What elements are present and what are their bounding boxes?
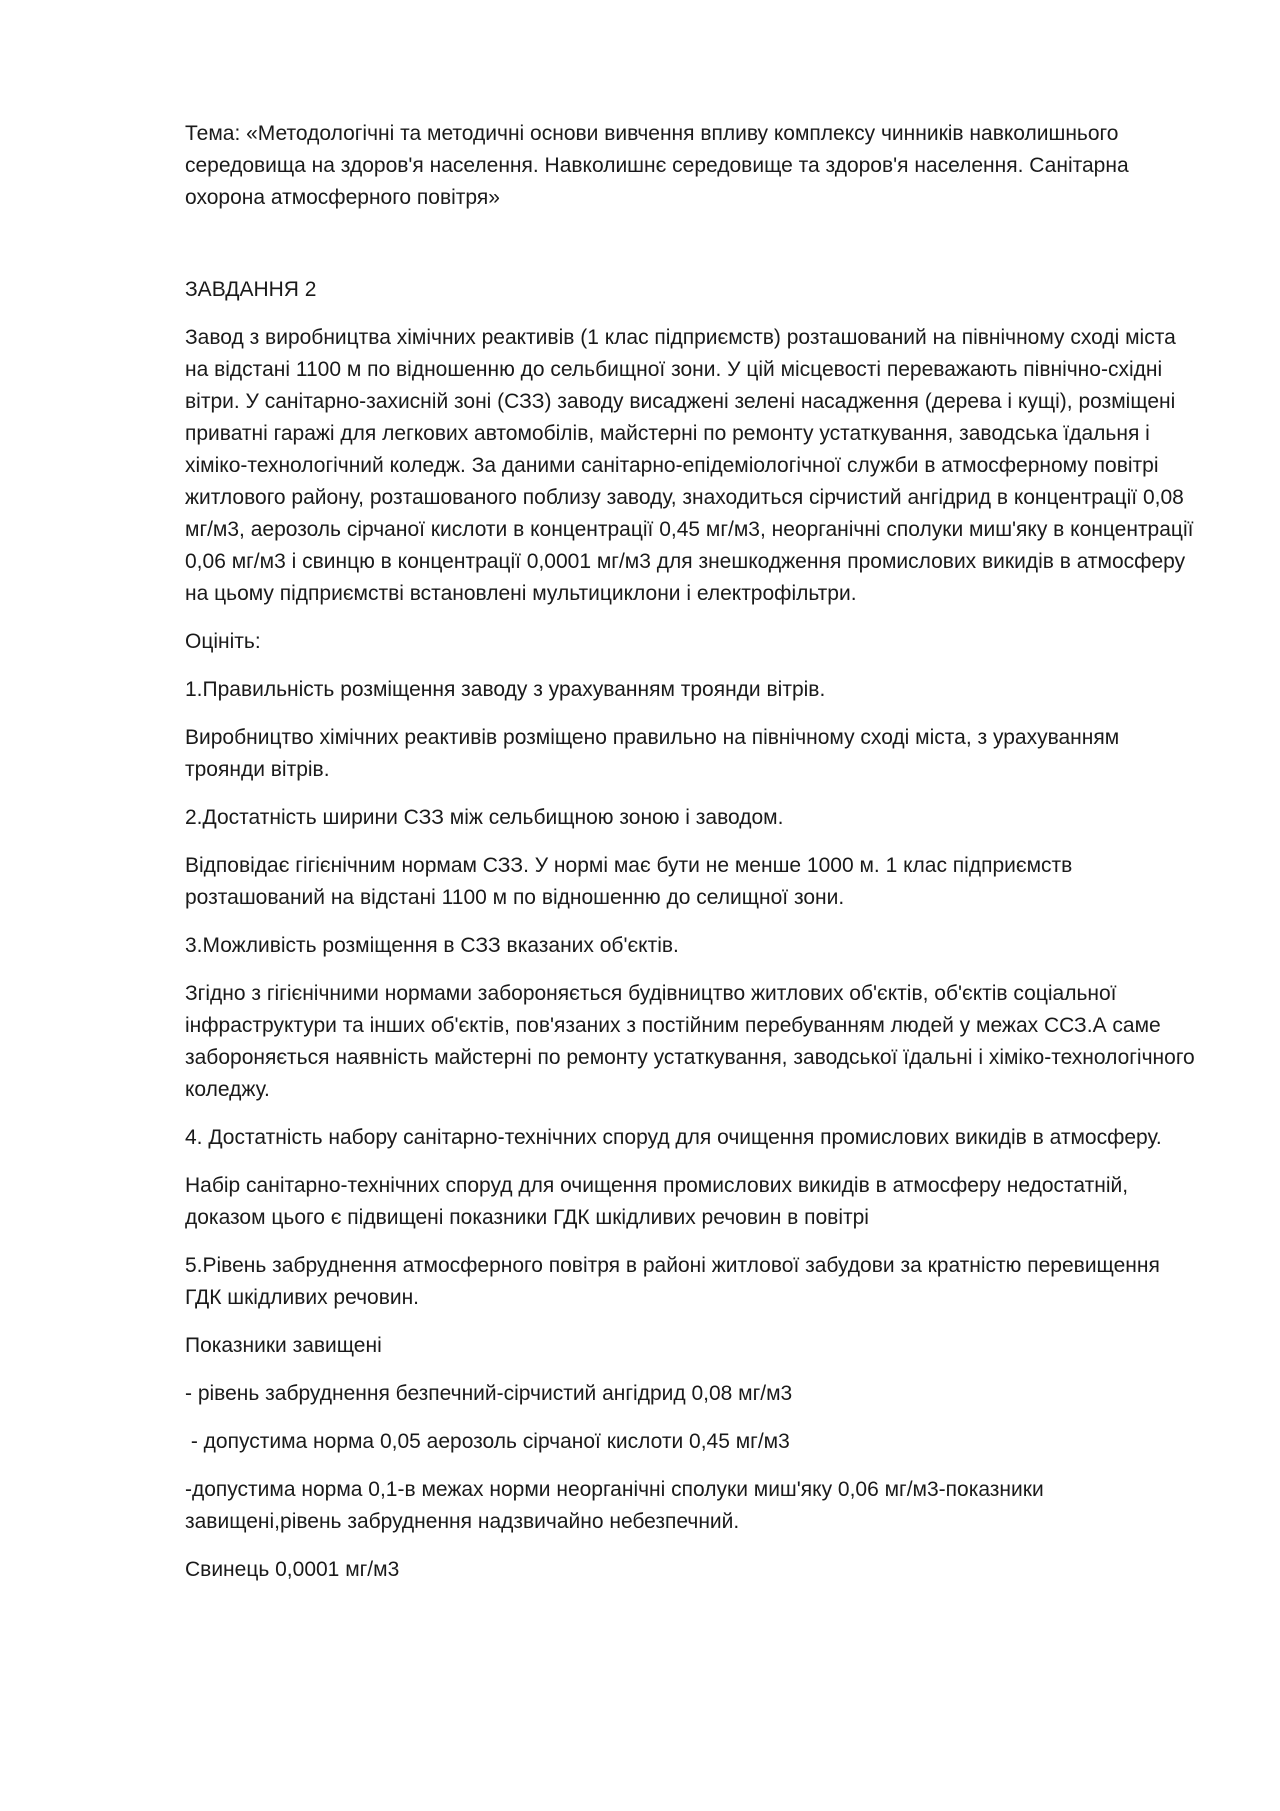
- answer-1: Виробництво хімічних реактивів розміщено правильно на північному сході міста, з урахуванням троянди вітрів.: [185, 726, 1120, 781]
- answer-5-line-2: - допустима норма 0,05 аерозоль сірчаної кислоти 0,45 мг/м3: [185, 1430, 790, 1453]
- document-page: [185, 118, 1200, 1602]
- answer-5-line-3: -допустима норма 0,1-в межах норми неорганічні сполуки миш'яку 0,06 мг/м3-показники завищені,рівень забруднення надзвичайно небезпечний.: [185, 1478, 1044, 1533]
- answer-4: Набір санітарно-технічних споруд для очищення промислових викидів в атмосферу недостатній, доказом цього є підвищені показники ГДК шкідливих речовин в повітрі: [185, 1174, 1129, 1229]
- question-3: 3.Можливість розміщення в СЗЗ вказаних об'єктів.: [185, 934, 679, 957]
- task-heading: ЗАВДАННЯ 2: [185, 278, 317, 301]
- question-2: 2.Достатність ширини СЗЗ між сельбищною зоною і заводом.: [185, 806, 784, 829]
- document-topic: Тема: «Методологічні та методичні основи вивчення впливу комплексу чинників навколишнього середовища на здоров'я населення. Навколишнє середовище та здоров'я населення. Санітарна охорона атмосферного повітря»: [185, 122, 1129, 209]
- task-text: Завод з виробництва хімічних реактивів (1 клас підприємств) розташований на північному сході міста на відстані 1100 м по відношенню до сельбищної зони. У цій місцевості переважають північно-східні вітри. У санітарно-захисній зоні (СЗЗ) заводу висаджені зелені насадження (дерева і кущі), розміщені приватні гаражі для легкових автомобілів, майстерні по ремонту устаткування, заводська їдальня і хіміко-технологічний коледж. За даними санітарно-епідеміологічної служби в атмосферному повітрі житлового району, розташованого поблизу заводу, знаходиться сірчистий ангідрид в концентрації 0,08 мг/м3, аерозоль сірчаної кислоти в концентрації 0,45 мг/м3, неорганічні сполуки миш'яку в концентрації 0,06 мг/м3 і свинцю в концентрації 0,0001 мг/м3 для знешкодження промислових викидів в атмосферу на цьому підприємстві встановлені мультициклони і електрофільтри.: [185, 326, 1194, 605]
- answer-2: Відповідає гігієнічним нормам СЗЗ. У нормі має бути не менше 1000 м. 1 клас підприємств розташований на відстані 1100 м по відношенню до селищної зони.: [185, 854, 1073, 909]
- question-5: 5.Рівень забруднення атмосферного повітря в районі житлової забудови за кратністю перевищення ГДК шкідливих речовин.: [185, 1254, 1160, 1309]
- answer-5-line-4: Свинець 0,0001 мг/м3: [185, 1558, 400, 1581]
- answer-5-line-1: - рівень забруднення безпечний-сірчистий ангідрид 0,08 мг/м3: [185, 1382, 793, 1405]
- answer-3: Згідно з гігієнічними нормами забороняється будівництво житлових об'єктів, об'єктів соціальної інфраструктури та інших об'єктів, пов'язаних з постійним перебуванням людей у межах ССЗ.А саме забороняється наявність майстерні по ремонту устаткування, заводської їдальні і хіміко-технологічного коледжу.: [185, 982, 1195, 1101]
- question-1: 1.Правильність розміщення заводу з урахуванням троянди вітрів.: [185, 678, 826, 701]
- question-4: 4. Достатність набору санітарно-технічних споруд для очищення промислових викидів в атмосферу.: [185, 1126, 1162, 1149]
- evaluate-label: Оцініть:: [185, 630, 261, 653]
- answer-5-intro: Показники завищені: [185, 1334, 382, 1357]
